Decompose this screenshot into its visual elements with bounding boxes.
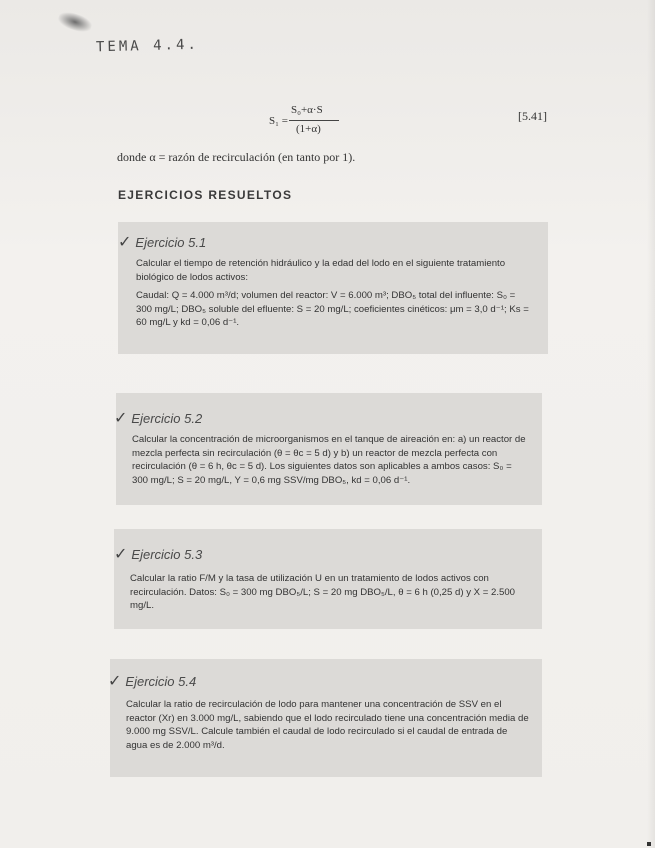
exercise-title: ✓ Ejercicio 5.4 bbox=[108, 673, 197, 690]
check-icon: ✓ bbox=[114, 546, 128, 563]
exercise-paragraph: Caudal: Q = 4.000 m³/d; volumen del reactor: V = 6.000 m³; DBO₅ total del influente: S₀ = 300 mg/L; DBO₅ soluble del efluente: S = 20 mg/L; coeficientes cinéticos: μm = 3,0 d⁻¹; Ks = 60 mg/L y kd = 0,06 d⁻¹. bbox=[136, 290, 529, 329]
exercise-title: ✓ Ejercicio 5.1 bbox=[118, 234, 207, 251]
exercise-paragraph: Calcular el tiempo de retención hidráulico y la edad del lodo en el siguiente tratamiento biológico de lodos activos: bbox=[136, 258, 506, 283]
equation-denominator: (1+α) bbox=[296, 123, 321, 135]
exercise-body bbox=[130, 572, 528, 613]
alpha-definition: donde α = razón de recirculación (en tanto por 1). bbox=[117, 150, 356, 164]
exercise-paragraph: Calcular la concentración de microorganismos en el tanque de aireación en: a) un reactor de mezcla perfecta sin recirculación (θ = θc = 5 d) y b) un reactor de mezcla perfecta con recirculación (θ = 6 h, θc = 5 d). Los siguientes datos son aplicables a ambos casos: S₀ = 300 mg/L; S = 20 mg/L, Y = 0,6 mg SSV/mg DBO₅, kd = 0,06 d⁻¹. bbox=[132, 434, 526, 486]
exercise-body bbox=[126, 698, 530, 752]
exercise-body bbox=[132, 433, 530, 487]
scan-speck bbox=[647, 842, 651, 846]
equation-numerator: S₀+α·S bbox=[291, 104, 323, 116]
section-heading: EJERCICIOS RESUELTOS bbox=[118, 188, 293, 202]
handwritten-note: TEMA 4.4. bbox=[95, 36, 200, 56]
exercise-title: ✓ Ejercicio 5.2 bbox=[114, 410, 203, 427]
equation-number: [5.41] bbox=[518, 109, 547, 123]
exercise-title: ✓ Ejercicio 5.3 bbox=[114, 546, 203, 563]
exercise-paragraph: Calcular la ratio F/M y la tasa de utilización U en un tratamiento de lodos activos con recirculación. Datos: S₀ = 300 mg DBO₅/L; S = 20 mg DBO₅/L, θ = 6 h (0,25 d) y X = 2.500 mg/L. bbox=[130, 573, 515, 612]
exercise-paragraph: Calcular la ratio de recirculación de lodo para mantener una concentración de SSV en el reactor (Xr) en 3.000 mg/L, sabiendo que el lodo recirculado tiene una concentración media de 9.000 mg SSV/L. Calcule también el caudal de lodo recirculado si el caudal de entrada de agua es de 2.000 m³/d. bbox=[126, 699, 529, 751]
fraction-bar bbox=[289, 120, 339, 121]
check-icon: ✓ bbox=[108, 673, 122, 690]
equation bbox=[269, 101, 339, 141]
check-icon: ✓ bbox=[114, 410, 128, 427]
equation-lhs: S₁ = bbox=[269, 115, 288, 127]
exercise-body bbox=[136, 257, 530, 330]
page-edge-shadow bbox=[647, 0, 655, 848]
check-icon: ✓ bbox=[118, 234, 132, 251]
